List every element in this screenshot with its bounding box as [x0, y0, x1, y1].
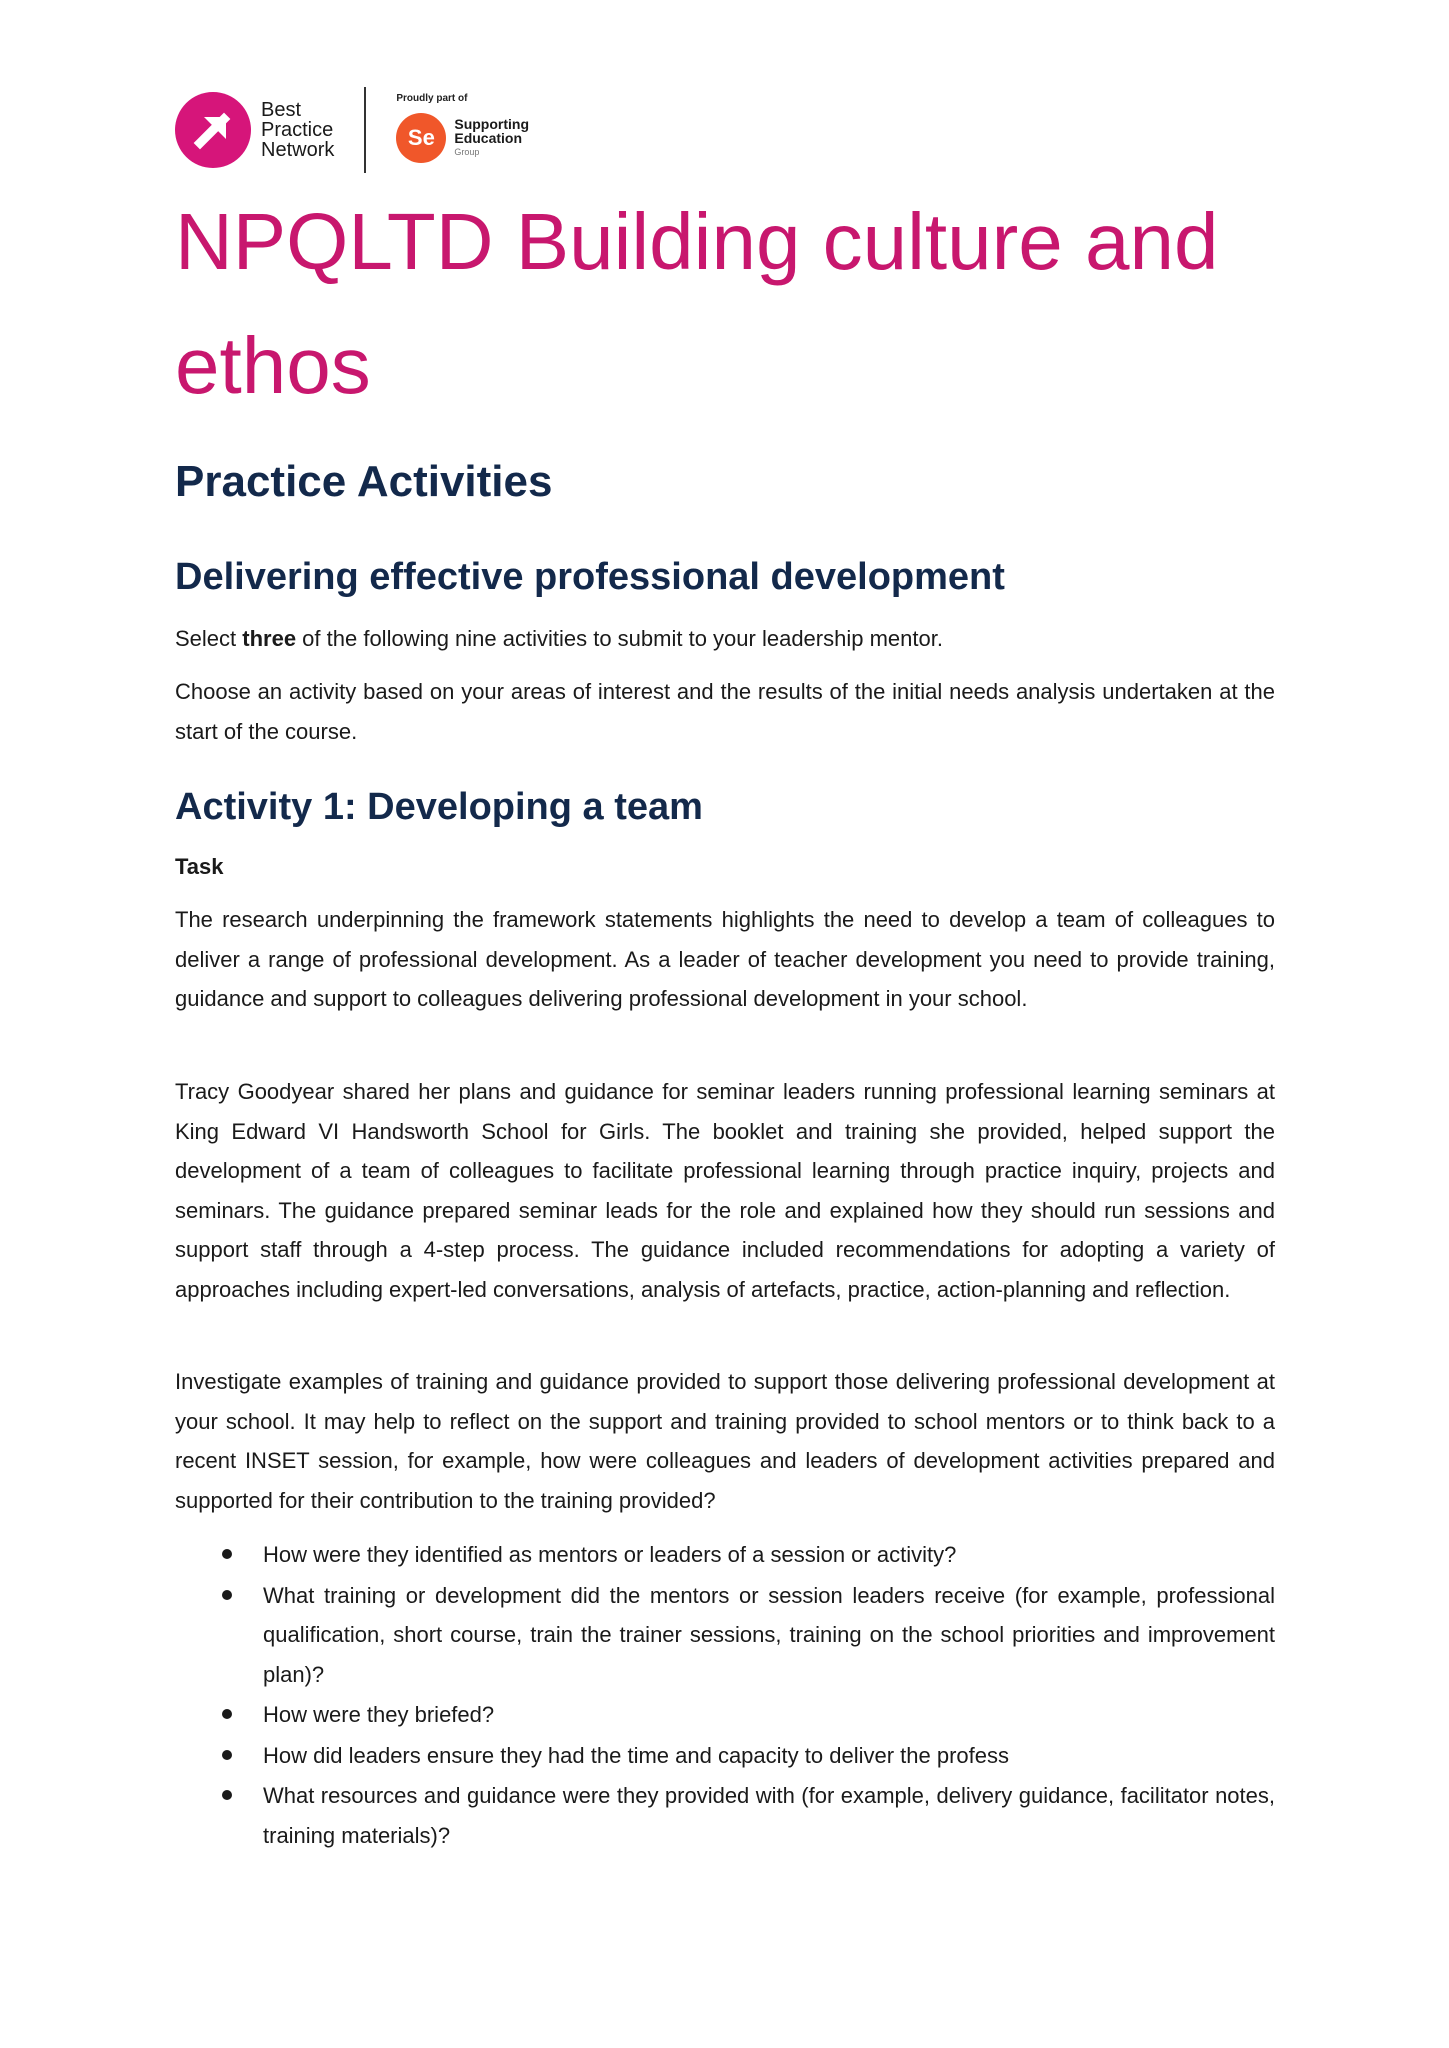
- list-item: [175, 1535, 1275, 1575]
- list-item-text: How did leaders ensure they had the time and capacity to deliver the profess: [263, 1742, 1009, 1768]
- bullet-icon: [222, 1750, 232, 1760]
- intro-text: Select: [175, 626, 243, 651]
- partner-line: Education: [454, 130, 523, 146]
- logo-divider: [364, 87, 366, 173]
- logo-line: Best: [261, 99, 302, 121]
- list-item-text: What resources and guidance were they provided with (for example, delivery guidance, facilitator notes, training materials)?: [263, 1783, 1275, 1848]
- section-heading: Practice Activities: [175, 457, 553, 506]
- intro-paragraph: [175, 619, 1275, 659]
- document-title: NPQLTD Building culture and ethos: [175, 197, 1219, 410]
- bullet-icon: [222, 1709, 232, 1719]
- intro-text: of the following nine activities to submit to your leadership mentor.: [296, 626, 943, 651]
- list-item: [175, 1576, 1275, 1695]
- header-logos: [175, 85, 556, 175]
- partner-wordmark: [454, 117, 529, 159]
- case-study-paragraph: Tracy Goodyear shared her plans and guidance for seminar leaders running professional learning seminars at King Edward VI Handsworth School for Girls. The booklet and training she provided, helped support the development of a team of colleagues to facilitate professional learning through practice inquiry, projects and seminars. The guidance prepared seminar leads for the role and explained how they should run sessions and support staff through a 4-step process. The guidance included recommendations for adopting a variety of approaches including expert-led conversations, analysis of artefacts, practice, action-planning and reflection.: [175, 1079, 1275, 1302]
- activity-heading: Activity 1: Developing a team: [175, 786, 703, 828]
- question-list: [175, 1535, 1275, 1856]
- se-monogram-icon: [396, 113, 446, 163]
- supporting-education-logo: [396, 87, 556, 173]
- se-monogram: Se: [407, 125, 435, 150]
- bullet-icon: [222, 1790, 232, 1800]
- research-paragraph: The research underpinning the framework statements highlights the need to develop a team of colleagues to deliver a range of professional development. As a leader of teacher development you need to provide training, guidance and support to colleagues delivering professional development in your school.: [175, 907, 1275, 1011]
- bullet-icon: [222, 1549, 232, 1559]
- list-item-text: How were they briefed?: [263, 1702, 495, 1727]
- list-item: [175, 1776, 1275, 1855]
- list-item-text: How were they identified as mentors or leaders of a session or activity?: [263, 1542, 957, 1567]
- list-item-text: What training or development did the mentors or session leaders receive (for example, professional qualification, short course, train the trainer sessions, training on the school priorities and improvement plan)?: [263, 1582, 1275, 1687]
- list-item: [175, 1736, 1275, 1776]
- best-practice-network-logo: [175, 92, 334, 168]
- partner-caption: Proudly part of: [396, 93, 468, 104]
- arrow-up-right-icon: [175, 92, 251, 168]
- task-label: Task: [175, 854, 224, 879]
- partner-line: Supporting: [454, 116, 530, 132]
- choose-paragraph: Choose an activity based on your areas of interest and the results of the initial needs analysis undertaken at the start of the course.: [175, 679, 1275, 744]
- partner-line: Group: [454, 147, 480, 157]
- intro-bold: three: [242, 626, 297, 651]
- bullet-icon: [222, 1590, 232, 1600]
- subsection-heading: Delivering effective professional development: [175, 556, 1005, 598]
- logo-wordmark: [261, 100, 334, 160]
- list-item: [175, 1695, 1275, 1735]
- logo-line: Practice: [261, 119, 334, 141]
- investigate-paragraph: Investigate examples of training and guidance provided to support those delivering professional development at your school. It may help to reflect on the support and training provided to school mentors or to think back to a recent INSET session, for example, how were colleagues and leaders of development activities prepared and supported for their contribution to the training provided?: [175, 1369, 1275, 1513]
- logo-line: Network: [261, 139, 335, 161]
